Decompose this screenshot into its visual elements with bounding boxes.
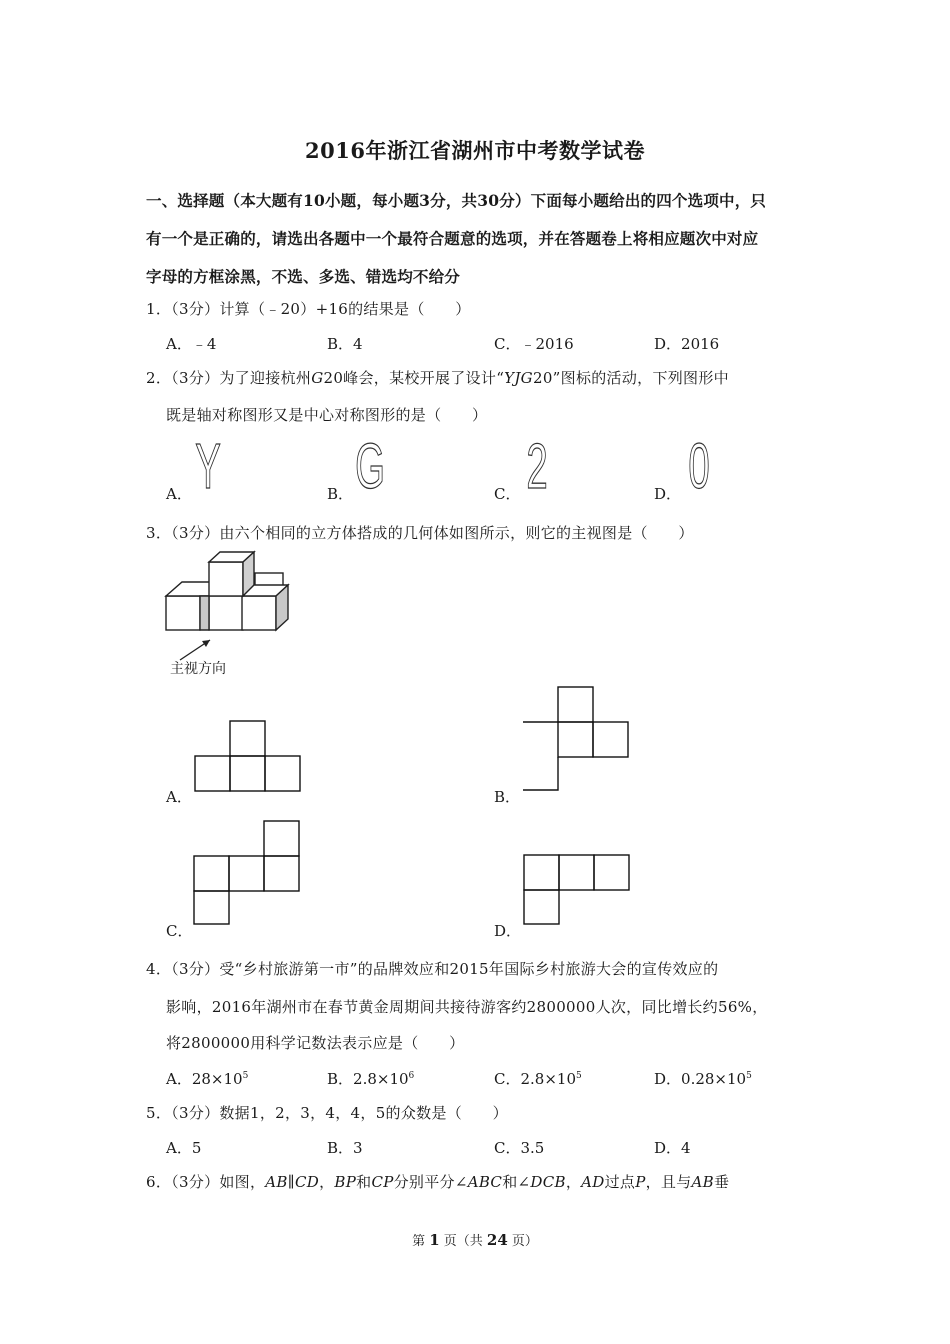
q1-option-c: C．﹣2016 xyxy=(494,335,574,353)
q4-option-a-exp: 5 xyxy=(242,1071,249,1081)
q6-text-7: ， xyxy=(565,1173,582,1191)
question-4-line2: 影响，2016年湖州市在春节黄金周期间共接待游客约2800000人次，同比增长约56%， xyxy=(166,998,768,1016)
q4-option-a-base: A．28×10 xyxy=(166,1070,243,1088)
section-instructions-line1: 一、选择题（本大题有10小题，每小题3分，共30分）下面每小题给出的四个选项中，只 xyxy=(146,191,767,210)
section-instructions-line3: 字母的方框涂黑，不选、多选、错选均不给分 xyxy=(146,267,461,286)
q3-option-a-figure xyxy=(193,720,303,792)
question-4-line1: 4．（3分）受“乡村旅游第一市”的品牌效应和2015年国际乡村旅游大会的宣传效应的 xyxy=(146,960,719,978)
q4-option-c xyxy=(494,1068,582,1089)
q4-option-d-base: D．0.28×10 xyxy=(654,1070,747,1088)
q4-option-a xyxy=(166,1068,248,1089)
q5-option-b: B．3 xyxy=(327,1139,363,1157)
q2-glyph-0: 0 xyxy=(688,431,710,503)
footer-post: 页） xyxy=(507,1234,538,1249)
q2-text-yjg: YJG xyxy=(504,369,533,387)
q2-glyph-y: Y xyxy=(195,431,221,503)
footer-total-pages: 24 xyxy=(486,1231,508,1249)
q4-option-c-exp: 5 xyxy=(576,1071,582,1081)
q5-option-d: D．4 xyxy=(654,1139,691,1157)
q2-option-d-figure xyxy=(684,431,714,503)
q6-text-9: ，且与 xyxy=(645,1173,692,1191)
q3-option-d-label: D． xyxy=(494,922,522,940)
page-title: 2016年浙江省湖州市中考数学试卷 xyxy=(305,138,645,163)
q2-option-a-label: A． xyxy=(166,485,192,503)
q4-option-b-base: B．2.8×10 xyxy=(327,1070,409,1088)
footer-page-number: 1 xyxy=(429,1231,440,1249)
q2-option-c-figure xyxy=(522,431,552,503)
q5-option-c: C．3.5 xyxy=(494,1139,545,1157)
footer-mid: 页（共 xyxy=(439,1234,487,1249)
q3-view-direction-label: 主视方向 xyxy=(170,661,226,677)
q2-glyph-g: G xyxy=(355,431,385,503)
q2-glyph-2: 2 xyxy=(526,431,548,503)
q6-text-8: 过点 xyxy=(604,1173,636,1191)
q2-text-a: 2．（3分）为了迎接杭州 xyxy=(146,369,312,387)
q6-var-ad: AD xyxy=(581,1173,605,1191)
q6-text-5: 分别平分∠ xyxy=(393,1173,468,1191)
q3-option-b-figure xyxy=(520,686,632,792)
q5-option-a: A．5 xyxy=(166,1139,202,1157)
q6-var-cp: CP xyxy=(371,1173,394,1191)
q2-text-g: G xyxy=(311,369,324,387)
footer-pre: 第 xyxy=(412,1234,430,1249)
q4-option-d-exp: 5 xyxy=(746,1071,752,1081)
q2-option-d-label: D． xyxy=(654,485,682,503)
q3-option-c-figure xyxy=(192,820,304,926)
q2-option-a-figure xyxy=(193,431,223,503)
arrow-head-icon xyxy=(202,640,210,647)
q6-var-ab2: AB xyxy=(691,1173,714,1191)
question-5-text: 5．（3分）数据1，2，3，4，4，5的众数是（ ） xyxy=(146,1104,508,1122)
q1-option-a: A．﹣4 xyxy=(166,335,217,353)
q3-option-a-label: A． xyxy=(166,788,192,806)
q4-option-b-exp: 6 xyxy=(408,1071,415,1081)
section-instructions-line2: 有一个是正确的，请选出各题中一个最符合题意的选项，并在答题卷上将相应题次中对应 xyxy=(146,229,759,248)
q6-var-dcb: DCB xyxy=(530,1173,566,1191)
q2-text-c: 20峰会，某校开展了设计“ xyxy=(323,369,505,387)
question-2-line2: 既是轴对称图形又是中心对称图形的是（ ） xyxy=(166,406,488,424)
q1-option-b: B．4 xyxy=(327,335,363,353)
q3-option-c-label: C． xyxy=(166,922,193,940)
q6-var-cd: CD xyxy=(295,1173,320,1191)
q6-var-ab: AB xyxy=(265,1173,288,1191)
q4-option-b xyxy=(327,1068,414,1089)
q2-option-b-label: B． xyxy=(327,485,354,503)
q6-text-10: 垂 xyxy=(714,1173,730,1191)
q2-text-e: 20”图标的活动，下列图形中 xyxy=(532,369,729,387)
question-4-line3: 将2800000用科学记数法表示应是（ ） xyxy=(166,1034,465,1052)
question-6-line1 xyxy=(146,1171,729,1192)
question-3-text: 3．（3分）由六个相同的立方体搭成的几何体如图所示，则它的主视图是（ ） xyxy=(146,524,694,542)
q2-option-c-label: C． xyxy=(494,485,521,503)
q3-option-d-figure xyxy=(522,854,634,926)
q1-option-d: D．2016 xyxy=(654,335,720,353)
question-2-line1 xyxy=(146,367,729,388)
q6-var-bp: BP xyxy=(334,1173,357,1191)
q4-option-c-base: C．2.8×10 xyxy=(494,1070,576,1088)
page-footer xyxy=(0,1230,950,1249)
q3-option-b-label: B． xyxy=(494,788,521,806)
question-1-text: 1．（3分）计算（﹣20）+16的结果是（ ） xyxy=(146,300,471,318)
q6-text-6: 和∠ xyxy=(502,1173,531,1191)
q6-var-p: P xyxy=(635,1173,646,1191)
q6-text-3: ， xyxy=(319,1173,335,1191)
q2-option-b-figure xyxy=(355,431,385,503)
q6-text-1: 6．（3分）如图， xyxy=(146,1173,266,1191)
q4-option-d xyxy=(654,1068,752,1089)
q6-text-4: 和 xyxy=(356,1173,372,1191)
q6-var-abc: ABC xyxy=(467,1173,503,1191)
q6-text-2: ∥ xyxy=(287,1173,295,1191)
